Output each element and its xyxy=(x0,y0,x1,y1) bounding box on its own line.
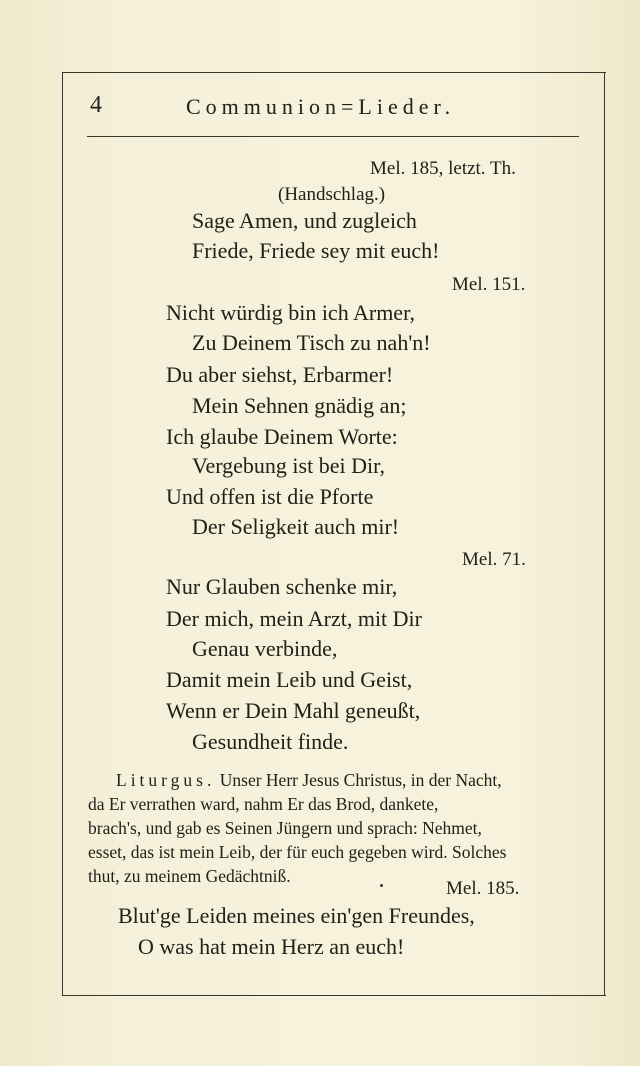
verse-line: Wenn er Dein Mahl geneußt, xyxy=(166,698,421,723)
verse-line: Blut'ge Leiden meines ein'gen Freundes, xyxy=(118,903,475,928)
liturgus-label: Liturgus. xyxy=(116,770,216,790)
verse-line: Nicht würdig bin ich Armer, xyxy=(166,300,416,325)
melody-reference: Mel. 185, letzt. Th. xyxy=(370,158,516,179)
melody-reference: Mel. 71. xyxy=(462,549,526,570)
verse-line: Ich glaube Deinem Worte: xyxy=(166,424,398,449)
verse-line: Und offen ist die Pforte xyxy=(166,484,374,509)
prose-line: esset, das ist mein Leib, der für euch gegeben wird. Solches xyxy=(88,842,507,862)
melody-reference: Mel. 151. xyxy=(452,274,526,295)
page-number: 4 xyxy=(90,92,102,118)
frame-border-left xyxy=(62,72,63,996)
verse-line: O was hat mein Herz an euch! xyxy=(138,934,405,959)
verse-line: Zu Deinem Tisch zu nah'n! xyxy=(192,330,431,355)
prose-line: brach's, und gab es Seinen Jüngern und sprach: Nehmet, xyxy=(88,818,482,838)
verse-line: Mein Sehnen gnädig an; xyxy=(192,393,407,418)
verse-line: Nur Glauben schenke mir, xyxy=(166,574,398,599)
prose-text: Unser Herr Jesus Christus, in der Nacht, xyxy=(219,770,502,790)
header-divider xyxy=(87,136,579,137)
melody-reference: Mel. 185. xyxy=(446,878,520,899)
frame-border-bottom xyxy=(62,995,606,996)
verse-line: Friede, Friede sey mit euch! xyxy=(192,238,440,263)
frame-border-right xyxy=(604,72,605,996)
running-head-title: Communion=Lieder. xyxy=(186,94,456,119)
verse-line: Vergebung ist bei Dir, xyxy=(192,453,386,478)
verse-line: Du aber siehst, Erbarmer! xyxy=(166,362,394,387)
ornament-dot xyxy=(380,884,383,887)
verse-line: Sage Amen, und zugleich xyxy=(192,208,417,233)
frame-border-top xyxy=(62,72,606,73)
prose-line: thut, zu meinem Gedächtniß. xyxy=(88,866,291,886)
prose-line xyxy=(116,770,502,791)
verse-line: Der Seligkeit auch mir! xyxy=(192,514,400,539)
verse-line: Der mich, mein Arzt, mit Dir xyxy=(166,606,422,631)
verse-line: Damit mein Leib und Geist, xyxy=(166,667,413,692)
verse-line: Gesundheit finde. xyxy=(192,729,349,754)
verse-line: Genau verbinde, xyxy=(192,636,338,661)
prose-line: da Er verrathen ward, nahm Er das Brod, dankete, xyxy=(88,794,439,814)
verse-subtitle: (Handschlag.) xyxy=(278,184,386,205)
